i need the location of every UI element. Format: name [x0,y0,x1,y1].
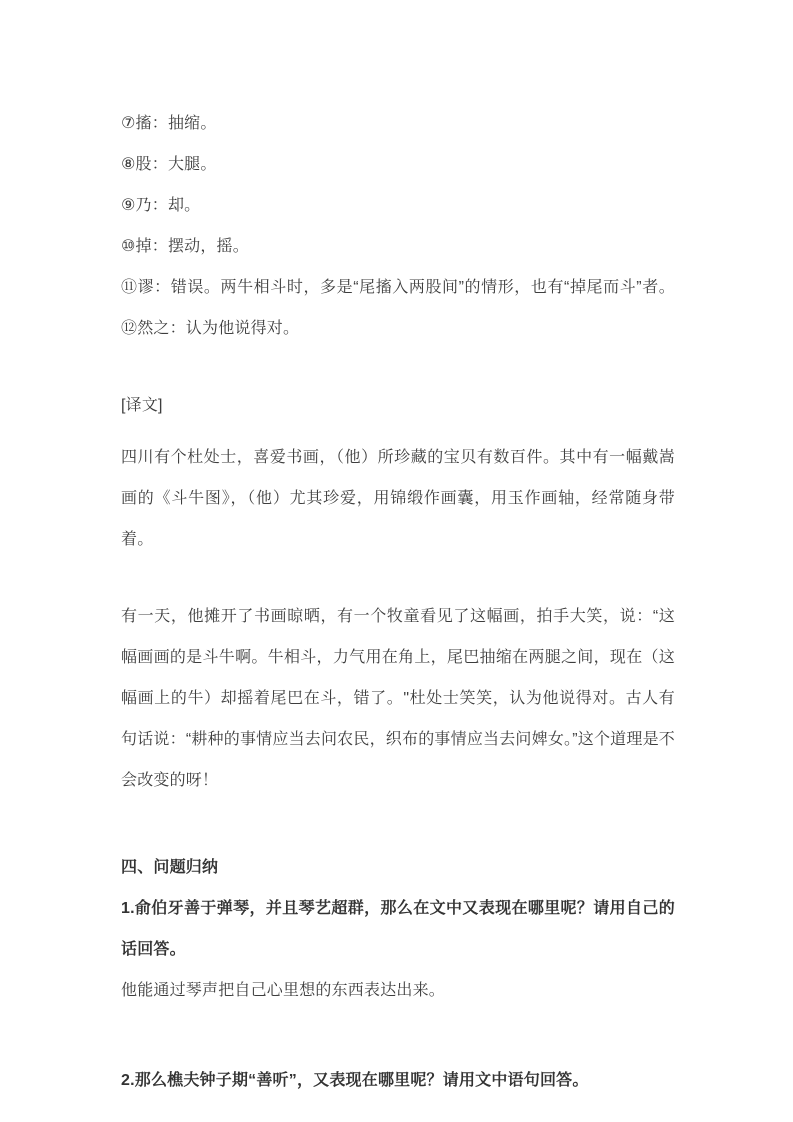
translation-header: [译文] [121,397,163,414]
annotation-item-9: ⑨乃：却。 [121,197,201,214]
section-header: 四、问题归纳 [121,859,219,876]
annotation-item-11-12: ⑪谬：错误。两牛相斗时，多是“尾搐入两股间”的情形，也有“掉尾而斗”者。⑫然之：认为他说得对。 [121,279,675,337]
answer-1: 他能通过琴声把自己心里想的东西表达出来。 [121,982,446,999]
annotations-block [121,103,675,349]
question-1: 1.俞伯牙善于弹琴，并且琴艺超群，那么在文中又表现在哪里呢？请用自己的话回答。 [121,900,675,958]
questions-block [121,847,675,1101]
translation-paragraph-2: 有一天，他摊开了书画晾晒，有一个牧童看见了这幅画，拍手大笑，说：“这幅画画的是斗牛啊。牛相斗，力气用在角上，尾巴抽缩在两腿之间，现在（这幅画上的牛）却摇着尾巴在斗，错了。"杜处士笑笑，认为他说得对。古人有句话说：“耕种的事情应当去问农民，织布的事情应当去问婢女。”这个道理是不会改变的呀！ [121,608,675,789]
translation-block [121,385,675,801]
question-2: 2.那么樵夫钟子期“善听”，又表现在哪里呢？请用文中语句回答。 [121,1072,589,1089]
translation-paragraph-1: 四川有个杜处士，喜爱书画，（他）所珍藏的宝贝有数百件。其中有一幅戴嵩画的《斗牛图》，（他）尤其珍爱，用锦缎作画囊，用玉作画轴，经常随身带着。 [121,449,675,548]
annotation-item-8: ⑧股：大腿。 [121,156,217,173]
annotation-item-10: ⑩掉：摆动，摇。 [121,238,249,255]
annotation-item-7: ⑦搐：抽缩。 [121,115,217,132]
